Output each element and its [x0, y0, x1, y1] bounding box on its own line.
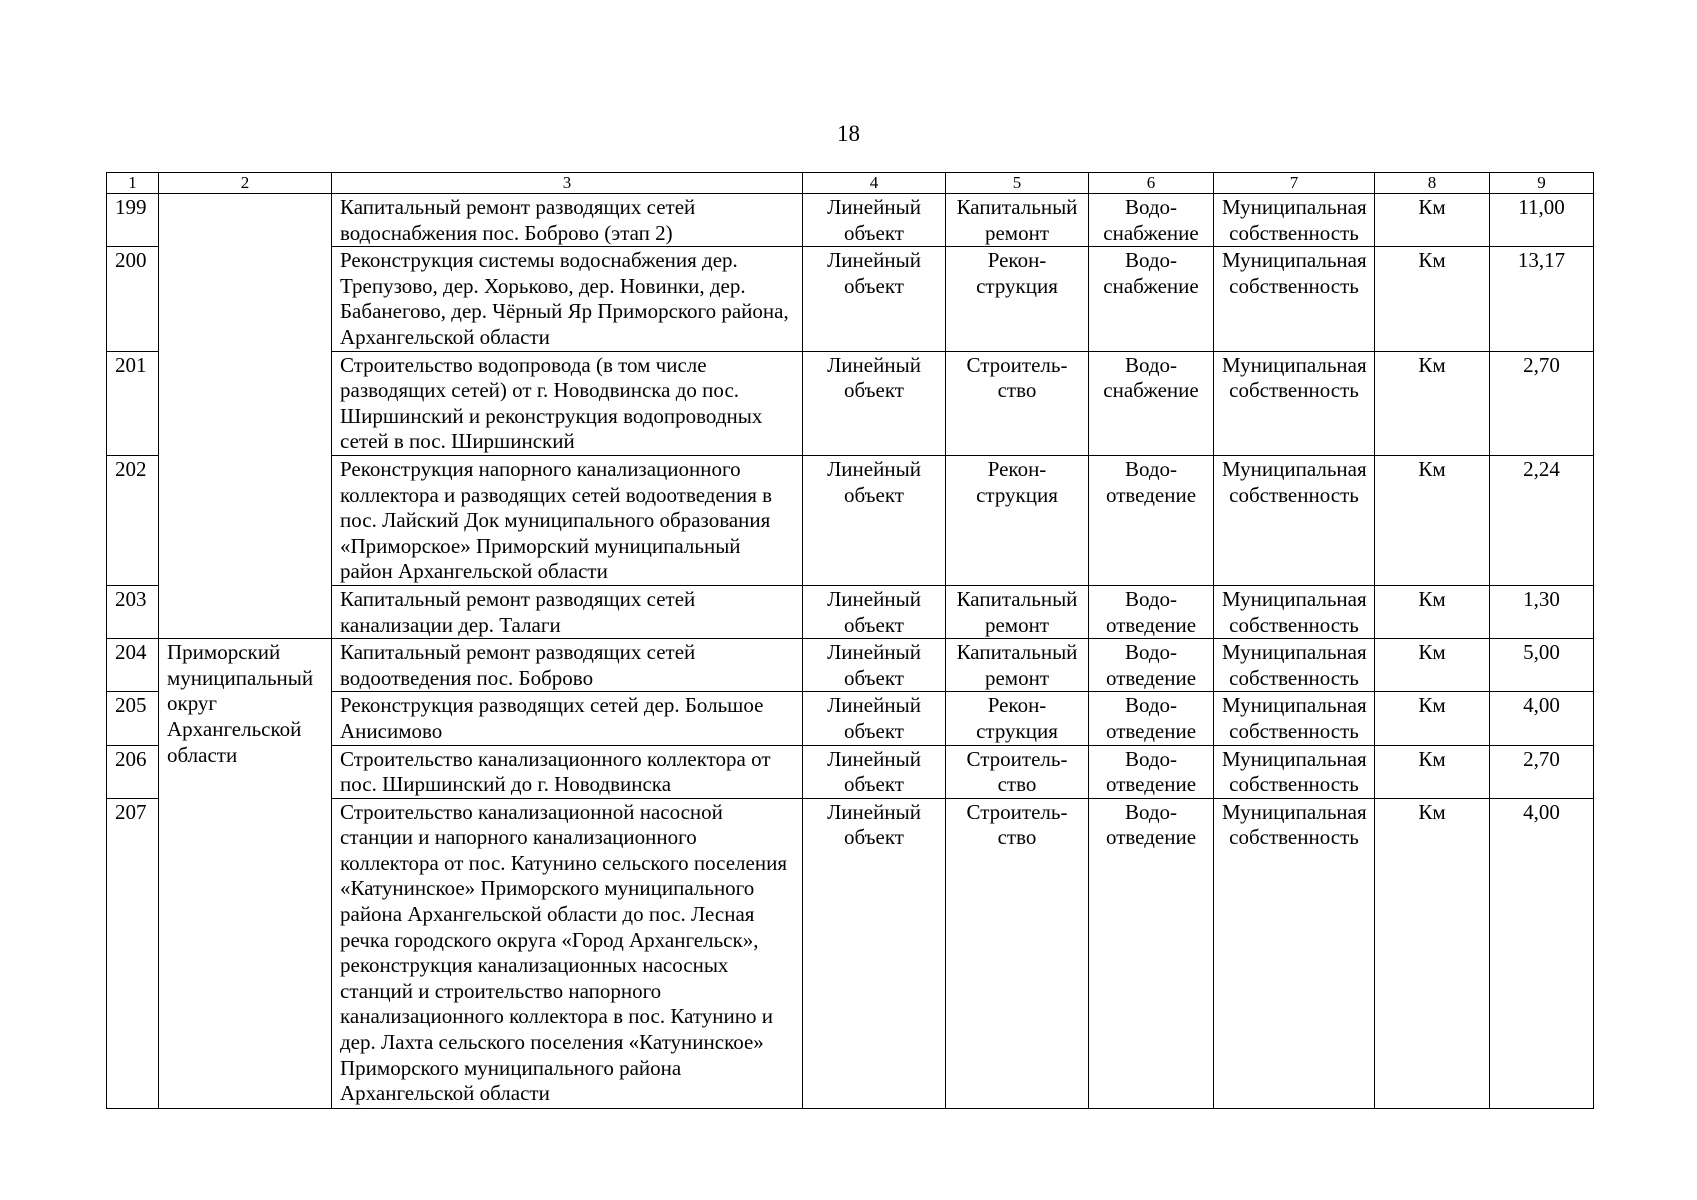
project-name: Капитальный ремонт разводящих сетей водоотведения пос. Боброво	[332, 639, 803, 692]
row-number: 202	[107, 455, 159, 585]
value: 2,70	[1490, 745, 1594, 798]
object-type: Линейный объект	[803, 351, 946, 455]
municipality-cell-empty	[159, 455, 332, 585]
project-name: Реконструкция напорного канализационного коллектора и разводящих сетей водоотведения в пос. Лайский Док муниципального образования «Приморское» Приморский муниципальный район Архангельской области	[332, 455, 803, 585]
unit: Км	[1375, 585, 1490, 638]
column-number: 9	[1490, 173, 1594, 194]
row-number: 207	[107, 798, 159, 1108]
work-type: Капитальный ремонт	[946, 639, 1089, 692]
unit: Км	[1375, 745, 1490, 798]
category: Водо-отведение	[1089, 639, 1214, 692]
object-type: Линейный объект	[803, 194, 946, 247]
category: Водо-снабжение	[1089, 194, 1214, 247]
value: 4,00	[1490, 692, 1594, 745]
work-type: Капитальный ремонт	[946, 585, 1089, 638]
value: 5,00	[1490, 639, 1594, 692]
category: Водо-отведение	[1089, 798, 1214, 1108]
object-type: Линейный объект	[803, 745, 946, 798]
column-number: 1	[107, 173, 159, 194]
row-number: 205	[107, 692, 159, 745]
table-row	[107, 194, 1594, 247]
work-type: Строитель-ство	[946, 745, 1089, 798]
object-type: Линейный объект	[803, 639, 946, 692]
unit: Км	[1375, 798, 1490, 1108]
unit: Км	[1375, 692, 1490, 745]
work-type: Строитель-ство	[946, 798, 1089, 1108]
projects-table	[106, 172, 1594, 1109]
project-name: Строительство водопровода (в том числе разводящих сетей) от г. Новодвинска до пос. Ширшинский и реконструкция водопроводных сетей в пос. Ширшинский	[332, 351, 803, 455]
ownership: Муниципальная собственность	[1214, 247, 1375, 351]
object-type: Линейный объект	[803, 692, 946, 745]
value: 1,30	[1490, 585, 1594, 638]
category: Водо-отведение	[1089, 585, 1214, 638]
row-number: 199	[107, 194, 159, 247]
column-number: 2	[159, 173, 332, 194]
work-type: Рекон-струкция	[946, 455, 1089, 585]
row-number: 200	[107, 247, 159, 351]
unit: Км	[1375, 639, 1490, 692]
municipality-cell-empty	[159, 247, 332, 351]
value: 2,24	[1490, 455, 1594, 585]
column-number: 7	[1214, 173, 1375, 194]
category: Водо-отведение	[1089, 745, 1214, 798]
unit: Км	[1375, 351, 1490, 455]
column-number: 8	[1375, 173, 1490, 194]
object-type: Линейный объект	[803, 798, 946, 1108]
row-number: 206	[107, 745, 159, 798]
page-number: 18	[837, 121, 860, 146]
value: 2,70	[1490, 351, 1594, 455]
work-type: Рекон-струкция	[946, 692, 1089, 745]
ownership: Муниципальная собственность	[1214, 798, 1375, 1108]
category: Водо-снабжение	[1089, 247, 1214, 351]
column-number: 4	[803, 173, 946, 194]
municipality: Приморский муниципальный округ Архангельской области	[159, 639, 332, 1109]
work-type: Строитель-ство	[946, 351, 1089, 455]
project-name: Строительство канализационного коллектора от пос. Ширшинский до г. Новодвинска	[332, 745, 803, 798]
table-row	[107, 351, 1594, 455]
value: 13,17	[1490, 247, 1594, 351]
ownership: Муниципальная собственность	[1214, 639, 1375, 692]
project-name: Реконструкция системы водоснабжения дер. Трепузово, дер. Хорьково, дер. Новинки, дер. Бабанегово, дер. Чёрный Яр Приморского района, Архангельской области	[332, 247, 803, 351]
category: Водо-снабжение	[1089, 351, 1214, 455]
unit: Км	[1375, 194, 1490, 247]
municipality-cell-empty	[159, 351, 332, 455]
project-name: Реконструкция разводящих сетей дер. Большое Анисимово	[332, 692, 803, 745]
ownership: Муниципальная собственность	[1214, 692, 1375, 745]
work-type: Капитальный ремонт	[946, 194, 1089, 247]
unit: Км	[1375, 455, 1490, 585]
object-type: Линейный объект	[803, 455, 946, 585]
ownership: Муниципальная собственность	[1214, 455, 1375, 585]
value: 4,00	[1490, 798, 1594, 1108]
project-name: Строительство канализационной насосной станции и напорного канализационного коллектора от пос. Катунино сельского поселения «Катунинское» Приморского муниципального района Архангельской области до пос. Лесная речка городского округа «Город Архангельск», реконструкция канализационных насосных станций и строительство напорного канализационного коллектора в пос. Катунино и дер. Лахта сельского поселения «Катунинское» Приморского муниципального района Архангельской области	[332, 798, 803, 1108]
work-type: Рекон-струкция	[946, 247, 1089, 351]
project-name: Капитальный ремонт разводящих сетей водоснабжения пос. Боброво (этап 2)	[332, 194, 803, 247]
row-number: 203	[107, 585, 159, 638]
column-number: 3	[332, 173, 803, 194]
object-type: Линейный объект	[803, 585, 946, 638]
table-row	[107, 247, 1594, 351]
column-number-row	[107, 173, 1594, 194]
municipality-cell-empty	[159, 585, 332, 638]
value: 11,00	[1490, 194, 1594, 247]
column-number: 6	[1089, 173, 1214, 194]
ownership: Муниципальная собственность	[1214, 585, 1375, 638]
category: Водо-отведение	[1089, 692, 1214, 745]
table-row	[107, 455, 1594, 585]
municipality-cell-empty	[159, 194, 332, 247]
column-number: 5	[946, 173, 1089, 194]
table-row	[107, 639, 1594, 692]
row-number: 201	[107, 351, 159, 455]
ownership: Муниципальная собственность	[1214, 194, 1375, 247]
unit: Км	[1375, 247, 1490, 351]
object-type: Линейный объект	[803, 247, 946, 351]
project-name: Капитальный ремонт разводящих сетей канализации дер. Талаги	[332, 585, 803, 638]
category: Водо-отведение	[1089, 455, 1214, 585]
table-row	[107, 585, 1594, 638]
ownership: Муниципальная собственность	[1214, 745, 1375, 798]
ownership: Муниципальная собственность	[1214, 351, 1375, 455]
row-number: 204	[107, 639, 159, 692]
